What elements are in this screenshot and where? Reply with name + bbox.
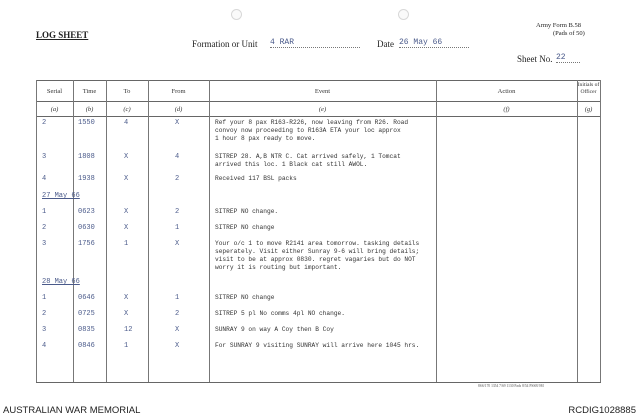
cell-to: 4 — [124, 119, 129, 127]
cell-to: X — [124, 175, 129, 183]
cell-serial: 2 — [42, 310, 47, 318]
punch-hole-left — [231, 9, 242, 20]
cell-serial: 3 — [42, 153, 47, 161]
cell-time: 1756 — [78, 240, 95, 248]
cell-event-line: worry it is routing but important. — [215, 264, 342, 271]
cell-from: X — [175, 342, 180, 350]
cell-from: 1 — [175, 224, 180, 232]
cell-from: 2 — [175, 208, 180, 216]
cell-event-line: Ref your 8 pax R163-R226, now leaving from R26. Road — [215, 119, 409, 126]
cell-event-line: SUNRAY 9 on way A Coy then B Coy — [215, 326, 334, 333]
col-header-initials: Initials of Officer — [577, 82, 600, 95]
cell-event-line: Your o/c 1 to move R2141 area tomorrow. tasking details — [215, 240, 420, 247]
cell-from: X — [175, 326, 180, 334]
cell-event-line: Received 117 BSL packs — [215, 175, 297, 182]
col-sub-from: (d) — [174, 106, 183, 113]
col-sub-serial: (a) — [50, 106, 59, 113]
cell-from: 2 — [175, 310, 180, 318]
footer-id: RCDIG1028885 — [568, 405, 636, 416]
cell-event-line: 1 hour 8 pax ready to move. — [215, 135, 316, 142]
cell-time: 1550 — [78, 119, 95, 127]
col-header-from: From — [171, 88, 186, 95]
col-header-to: To — [123, 88, 131, 95]
cell-from: 1 — [175, 294, 180, 302]
date-heading: 28 May 66 — [42, 278, 80, 286]
cell-serial: 1 — [42, 294, 47, 302]
cell-event-line: seperately. Visit either Sunray 9-6 will bring details; — [215, 248, 420, 255]
formation-value: 4 RAR — [270, 38, 360, 48]
army-form-label: Army Form B.58 — [536, 22, 581, 29]
cell-serial: 1 — [42, 208, 47, 216]
cell-event-line: SITREP NO change. — [215, 208, 279, 215]
cell-serial: 4 — [42, 342, 47, 350]
cell-event-line: SITREP NO change — [215, 224, 275, 231]
col-sub-time: (b) — [85, 106, 94, 113]
cell-event-line: visit to be at approx 0830. regret vagaries but do NOT — [215, 256, 416, 263]
cell-time: 0846 — [78, 342, 95, 350]
cell-event-line: For SUNRAY 9 visiting SUNRAY will arrive here 1045 hrs. — [215, 342, 420, 349]
date-value: 26 May 66 — [399, 38, 469, 48]
cell-event-line: convoy now proceeding to R163A ETA your loc approx — [215, 127, 401, 134]
sheet-number-label: Sheet No. — [517, 54, 553, 64]
col-sub-to: (c) — [123, 106, 131, 113]
footer-institution: AUSTRALIAN WAR MEMORIAL — [3, 405, 141, 416]
cell-event-line: SITREP 5 pl No comms 4pl NO change. — [215, 310, 345, 317]
date-label: Date — [377, 39, 394, 49]
col-header-serial: Serial — [46, 88, 63, 95]
cell-time: 1808 — [78, 153, 95, 161]
cell-event-line: SITREP 28. A,B NTR C. Cat arrived safely, 1 Tomcat — [215, 153, 401, 160]
punch-hole-right — [398, 9, 409, 20]
col-header-event: Event — [314, 88, 331, 95]
date-heading: 27 May 66 — [42, 192, 80, 200]
cell-from: X — [175, 119, 180, 127]
cell-to: X — [124, 294, 129, 302]
cell-time: 0623 — [78, 208, 95, 216]
cell-to: X — [124, 224, 129, 232]
cell-serial: 2 — [42, 224, 47, 232]
archive-footer — [0, 402, 640, 420]
cell-from: X — [175, 240, 180, 248]
col-header-action: Action — [497, 88, 516, 95]
cell-time: 0835 — [78, 326, 95, 334]
cell-from: 2 — [175, 175, 180, 183]
col-sub-event: (e) — [318, 106, 327, 113]
cell-event-line: SITREP NO change — [215, 294, 275, 301]
cell-event-line: arrived this loc. 1 Black cat still AWOL. — [215, 161, 368, 168]
col-sub-action: (f) — [503, 106, 510, 113]
cell-to: 1 — [124, 342, 129, 350]
cell-to: 12 — [124, 326, 133, 334]
cell-to: X — [124, 310, 129, 318]
col-header-time: Time — [82, 88, 97, 95]
cell-time: 0646 — [78, 294, 95, 302]
log-sheet-title: LOG SHEET — [36, 30, 89, 40]
cell-to: 1 — [124, 240, 129, 248]
cell-from: 4 — [175, 153, 180, 161]
cell-time: 0630 — [78, 224, 95, 232]
cell-serial: 3 — [42, 326, 47, 334]
col-sub-initials: (g) — [584, 106, 593, 113]
cell-serial: 2 — [42, 119, 47, 127]
cell-serial: 3 — [42, 240, 47, 248]
cell-serial: 4 — [42, 175, 47, 183]
print-note: 8SS/170 1354 7/69 1130 Pads 8/54 PSSB 9M — [478, 384, 544, 388]
cell-time: 0725 — [78, 310, 95, 318]
sheet-number-value: 22 — [556, 53, 580, 63]
cell-to: X — [124, 153, 129, 161]
formation-label: Formation or Unit — [192, 39, 258, 49]
pads-label: (Pads of 50) — [553, 30, 585, 37]
cell-time: 1938 — [78, 175, 95, 183]
cell-to: X — [124, 208, 129, 216]
